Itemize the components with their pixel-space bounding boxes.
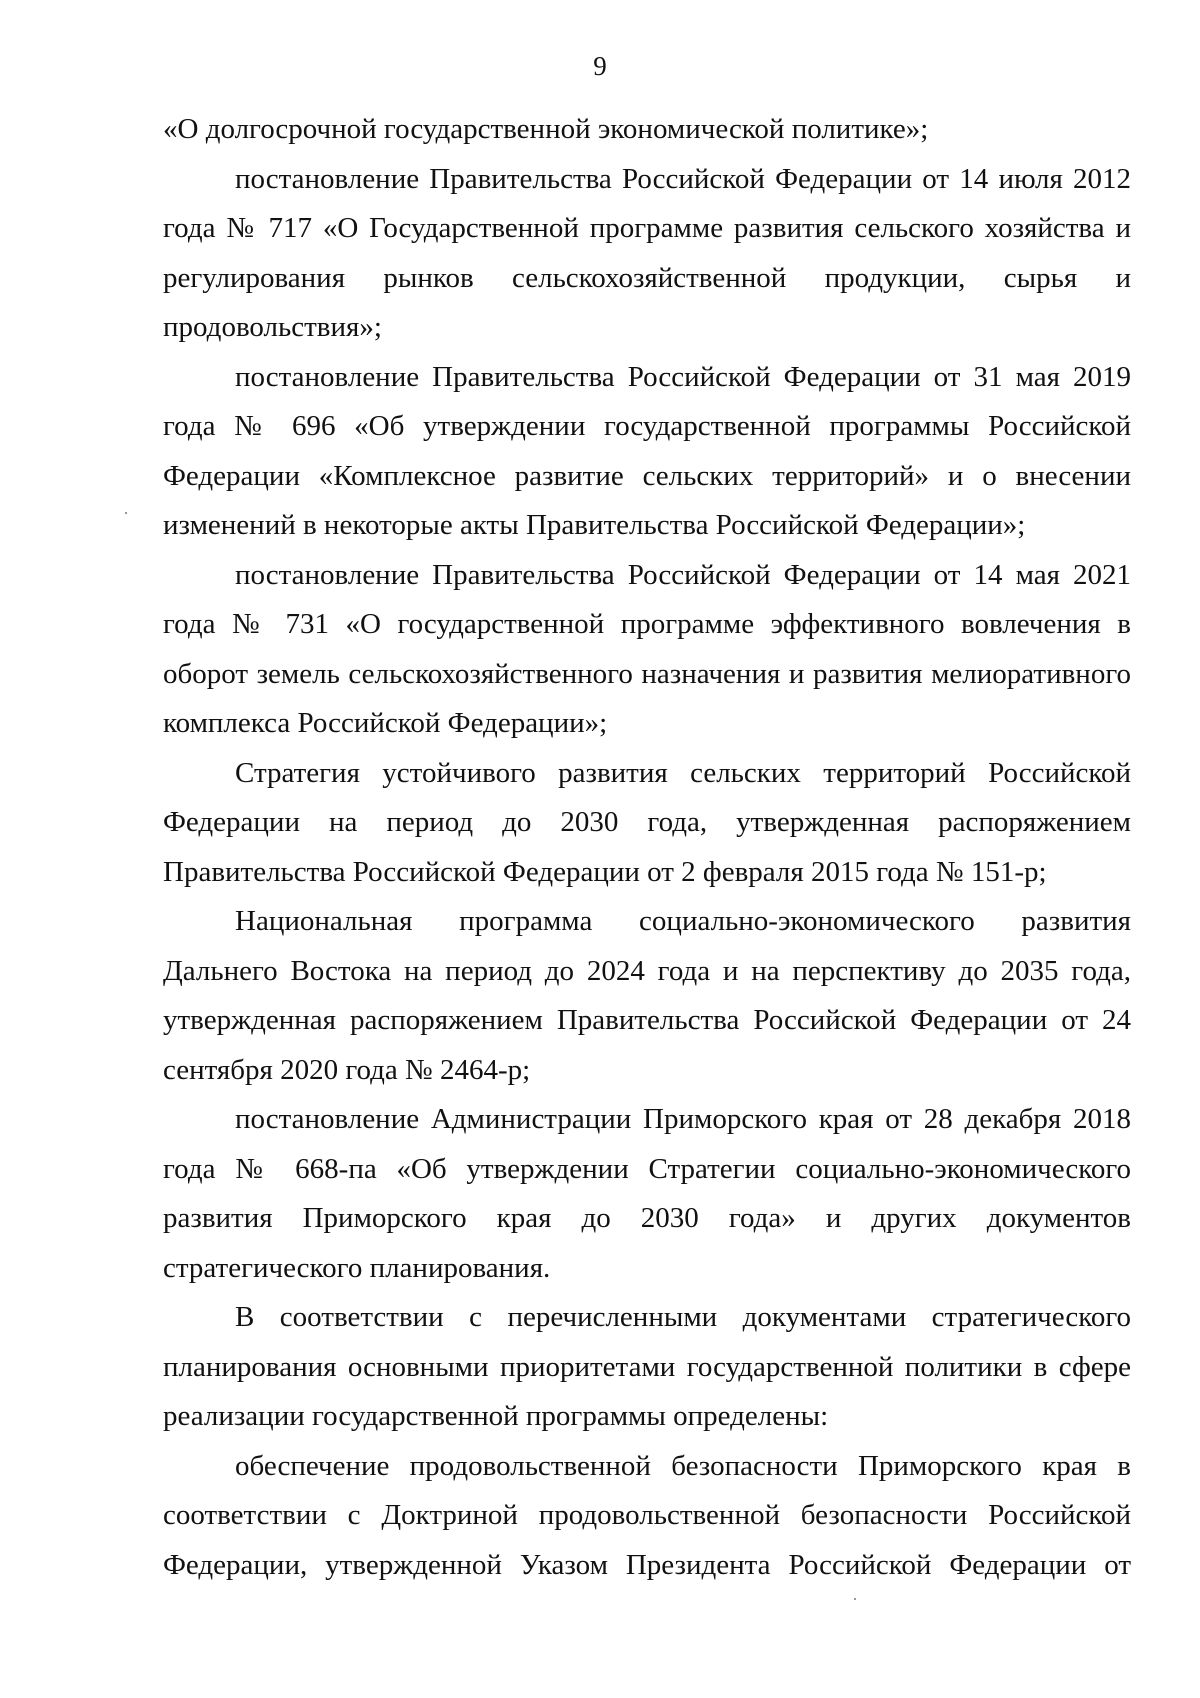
scan-speck <box>125 512 127 514</box>
paragraph-rural-strategy: Стратегия устойчивого развития сельских территорий Российской Федерации на период до 2030 года, утвержденная распоряжением Правительства Российской Федерации от 2 февраля 2015 года № 151-р; <box>163 756 1131 888</box>
paragraph-decree-717: постановление Правительства Российской Федерации от 14 июля 2012 года № 717 «О Государственной программе развития сельского хозяйства и регулирования рынков сельскохозяйственной продукции, сырья и продовольствия»; <box>163 162 1131 343</box>
paragraph-priorities-intro: В соответствии с перечисленными документами стратегического планирования основными приоритетами государственной политики в сфере реализации государственной программы определены: <box>163 1301 1131 1432</box>
paragraph-far-east-program: Национальная программа социально-экономического развития Дальнего Востока на период до 2024 года и на перспективу до 2035 года, утвержденная распоряжением Правительства Российской Федерации от 24 сентября 2020 года № 2464-р; <box>163 905 1131 1086</box>
paragraph-decree-696: постановление Правительства Российской Федерации от 31 мая 2019 года № 696 «Об утверждении государственной программы Российской Федерации «Комплексное развитие сельских территорий» и о внесении изменений в некоторые акты Правительства Российской Федерации»; <box>163 360 1131 541</box>
paragraph-food-security: обеспечение продовольственной безопасности Приморского края в соответствии с Доктриной продовольственной безопасности Российской Федерации, утвержденной Указом Президента Российской Федерации от <box>163 1449 1131 1581</box>
paragraph-primorsky-decree: постановление Администрации Приморского края от 28 декабря 2018 года № 668-па «Об утверждении Стратегии социально-экономического развития Приморского края до 2030 года» и других документов стратегического планирования. <box>163 1103 1131 1284</box>
paragraph-decree-731: постановление Правительства Российской Федерации от 14 мая 2021 года № 731 «О государственной программе эффективного вовлечения в оборот земель сельскохозяйственного назначения и развития мелиоративного комплекса Российской Федерации»; <box>163 558 1131 739</box>
document-body <box>163 105 1131 1590</box>
paragraph-continuation: «О долгосрочной государственной экономической политике»; <box>163 113 929 145</box>
scan-speck <box>854 1598 856 1600</box>
page-number: 9 <box>593 51 607 81</box>
